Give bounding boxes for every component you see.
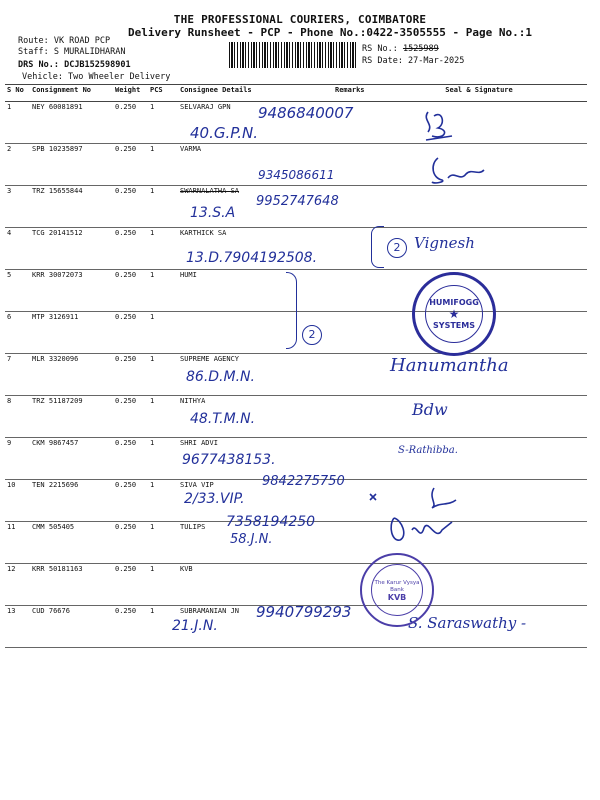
row-consignment: KRR 50181163 xyxy=(30,564,113,606)
signature-bdw: Bdw xyxy=(412,400,448,419)
row-remarks xyxy=(333,228,371,270)
handwritten-address: 86.D.M.N. xyxy=(186,369,255,385)
row-remarks xyxy=(333,312,371,354)
handwritten-address: 21.J.N. xyxy=(172,618,218,634)
row-pcs: 1 xyxy=(148,564,178,606)
rs-no-label: RS No.: xyxy=(362,44,398,54)
row-weight: 0.250 xyxy=(113,396,148,438)
signature-mark xyxy=(386,512,466,548)
row-weight: 0.250 xyxy=(113,186,148,228)
seal-star-icon: ★ xyxy=(448,307,460,321)
handwritten-address: 48.T.M.N. xyxy=(190,411,256,427)
bracket-mark xyxy=(371,226,384,268)
kvb-logo: KVB xyxy=(387,592,407,602)
signature-rathibba: S-Rathibba. xyxy=(398,445,458,456)
col-remarks: Remarks xyxy=(333,85,371,102)
row-consignment: CUD 76676 xyxy=(30,606,113,648)
row-sno: 3 xyxy=(5,186,30,228)
row-consignment: TEN 2215696 xyxy=(30,480,113,522)
col-consignment: Consignment No xyxy=(30,85,113,102)
row-pcs: 1 xyxy=(148,522,178,564)
row-remarks xyxy=(333,144,371,186)
rs-number xyxy=(362,44,439,54)
row-pcs: 1 xyxy=(148,102,178,144)
row-consignment: CMM 505405 xyxy=(30,522,113,564)
row-weight: 0.250 xyxy=(113,228,148,270)
row-weight: 0.250 xyxy=(113,480,148,522)
row-pcs: 1 xyxy=(148,480,178,522)
row-consignee: VARMA xyxy=(178,144,333,186)
vehicle-label: Vehicle: Two Wheeler Delivery xyxy=(22,72,171,82)
row-sno: 6 xyxy=(5,312,30,354)
row-weight: 0.250 xyxy=(113,438,148,480)
row-remarks xyxy=(333,270,371,312)
route-label: Route: VK ROAD PCP xyxy=(18,36,111,46)
col-weight: Weight xyxy=(113,85,148,102)
row-sno: 7 xyxy=(5,354,30,396)
row-consignee: KVB xyxy=(178,564,333,606)
row-consignment: NEY 60081891 xyxy=(30,102,113,144)
row-consignment: CKM 9867457 xyxy=(30,438,113,480)
table-row xyxy=(5,564,587,606)
row-consignee: SELVARAJ GPN xyxy=(178,102,333,144)
signature-saraswathy: S. Saraswathy - xyxy=(408,614,527,632)
seal-text-bottom: SYSTEMS xyxy=(433,321,475,330)
row-sno: 9 xyxy=(5,438,30,480)
row-weight: 0.250 xyxy=(113,270,148,312)
handwritten-phone: 9952747648 xyxy=(256,194,339,209)
row-pcs: 1 xyxy=(148,228,178,270)
handwritten-phone: 9345086611 xyxy=(258,168,335,182)
row-consignment: MTP 3126911 xyxy=(30,312,113,354)
handwritten-address: 13.S.A xyxy=(190,205,236,221)
drs-number xyxy=(18,60,131,70)
row-signature xyxy=(371,396,587,438)
humifogg-seal xyxy=(412,272,496,356)
col-consignee: Consignee Details xyxy=(178,85,333,102)
circled-count: 2 xyxy=(387,238,407,258)
row-remarks xyxy=(333,396,371,438)
row-sno: 13 xyxy=(5,606,30,648)
col-seal-signature: Seal & Signature xyxy=(371,85,587,102)
rs-date: RS Date: 27-Mar-2025 xyxy=(362,56,465,66)
row-weight: 0.250 xyxy=(113,312,148,354)
handwritten-address: 40.G.P.N. xyxy=(190,124,258,142)
kvb-bank-seal xyxy=(360,553,434,627)
row-remarks xyxy=(333,354,371,396)
handwritten-address: 2/33.VIP. xyxy=(184,491,245,507)
row-consignee: NITHYA xyxy=(178,396,333,438)
row-weight: 0.250 xyxy=(113,522,148,564)
signature-mark xyxy=(368,484,468,512)
row-signature xyxy=(371,186,587,228)
col-pcs: PCS xyxy=(148,85,178,102)
seal-text-top: HUMIFOGG xyxy=(429,298,479,307)
row-pcs: 1 xyxy=(148,186,178,228)
row-sno: 8 xyxy=(5,396,30,438)
row-sno: 2 xyxy=(5,144,30,186)
row-consignment: KRR 30072073 xyxy=(30,270,113,312)
handwritten-address: 58.J.N. xyxy=(230,532,273,547)
row-consignee: SUBRAMANIAN JN xyxy=(178,606,333,648)
handwritten-phone: 9677438153. xyxy=(182,452,276,468)
row-sno: 10 xyxy=(5,480,30,522)
handwritten-phone: 9486840007 xyxy=(258,104,354,122)
row-consignee: HUMI xyxy=(178,270,333,312)
signature-vignesh: Vignesh xyxy=(414,234,475,252)
row-weight: 0.250 xyxy=(113,354,148,396)
handwritten-phone: 9940799293 xyxy=(256,603,352,621)
row-weight: 0.250 xyxy=(113,564,148,606)
row-consignment: MLR 3320096 xyxy=(30,354,113,396)
bracket-mark xyxy=(286,272,297,349)
circled-count: 2 xyxy=(302,325,322,345)
row-remarks xyxy=(333,522,371,564)
row-consignee: SWARNALATHA SA xyxy=(178,186,333,228)
col-sno: S No xyxy=(5,85,30,102)
row-consignment: TRZ 15655844 xyxy=(30,186,113,228)
row-weight: 0.250 xyxy=(113,606,148,648)
row-consignee: TULIPS xyxy=(178,522,333,564)
row-pcs: 1 xyxy=(148,354,178,396)
row-consignment: TRZ 51187209 xyxy=(30,396,113,438)
row-sno: 12 xyxy=(5,564,30,606)
row-sno: 1 xyxy=(5,102,30,144)
rs-no-value: 1525989 xyxy=(402,44,439,54)
seal-text-bank: The Karur Vysya Bank xyxy=(374,579,420,593)
row-sno: 4 xyxy=(5,228,30,270)
row-pcs: 1 xyxy=(148,396,178,438)
handwritten-phone: 9842275750 xyxy=(262,474,345,489)
signature-hanumantha: Hanumantha xyxy=(390,355,509,376)
row-pcs: 1 xyxy=(148,312,178,354)
company-name: THE PROFESSIONAL COURIERS, COIMBATORE xyxy=(173,13,427,26)
row-consignee: SIVA VIP xyxy=(178,480,333,522)
row-sno: 5 xyxy=(5,270,30,312)
row-pcs: 1 xyxy=(148,270,178,312)
row-pcs: 1 xyxy=(148,144,178,186)
row-weight: 0.250 xyxy=(113,102,148,144)
row-pcs: 1 xyxy=(148,438,178,480)
handwritten-address: 13.D.7904192508. xyxy=(186,250,318,266)
drs-value: DCJB152598901 xyxy=(64,60,131,70)
staff-label: Staff: S MURALIDHARAN xyxy=(18,47,126,57)
table-row xyxy=(5,396,587,438)
runsheet-title: Delivery Runsheet - PCP - Phone No.:0422-3505555 - Page No.:1 xyxy=(128,26,532,39)
row-signature xyxy=(371,102,587,144)
row-signature xyxy=(371,438,587,480)
row-consignee: SUPREME AGENCY xyxy=(178,354,333,396)
handwritten-phone: 7358194250 xyxy=(226,514,316,530)
row-weight: 0.250 xyxy=(113,144,148,186)
row-consignment: SPB 10235897 xyxy=(30,144,113,186)
row-consignee: SHRI ADVI xyxy=(178,438,333,480)
row-pcs: 1 xyxy=(148,606,178,648)
drs-label: DRS No.: xyxy=(18,60,59,70)
row-sno: 11 xyxy=(5,522,30,564)
table-header-row xyxy=(5,85,587,102)
signature-mark xyxy=(428,152,488,188)
signature-mark xyxy=(420,106,460,146)
row-consignment: TCG 20141512 xyxy=(30,228,113,270)
row-consignee: KARTHICK SA xyxy=(178,228,333,270)
barcode xyxy=(229,42,357,68)
